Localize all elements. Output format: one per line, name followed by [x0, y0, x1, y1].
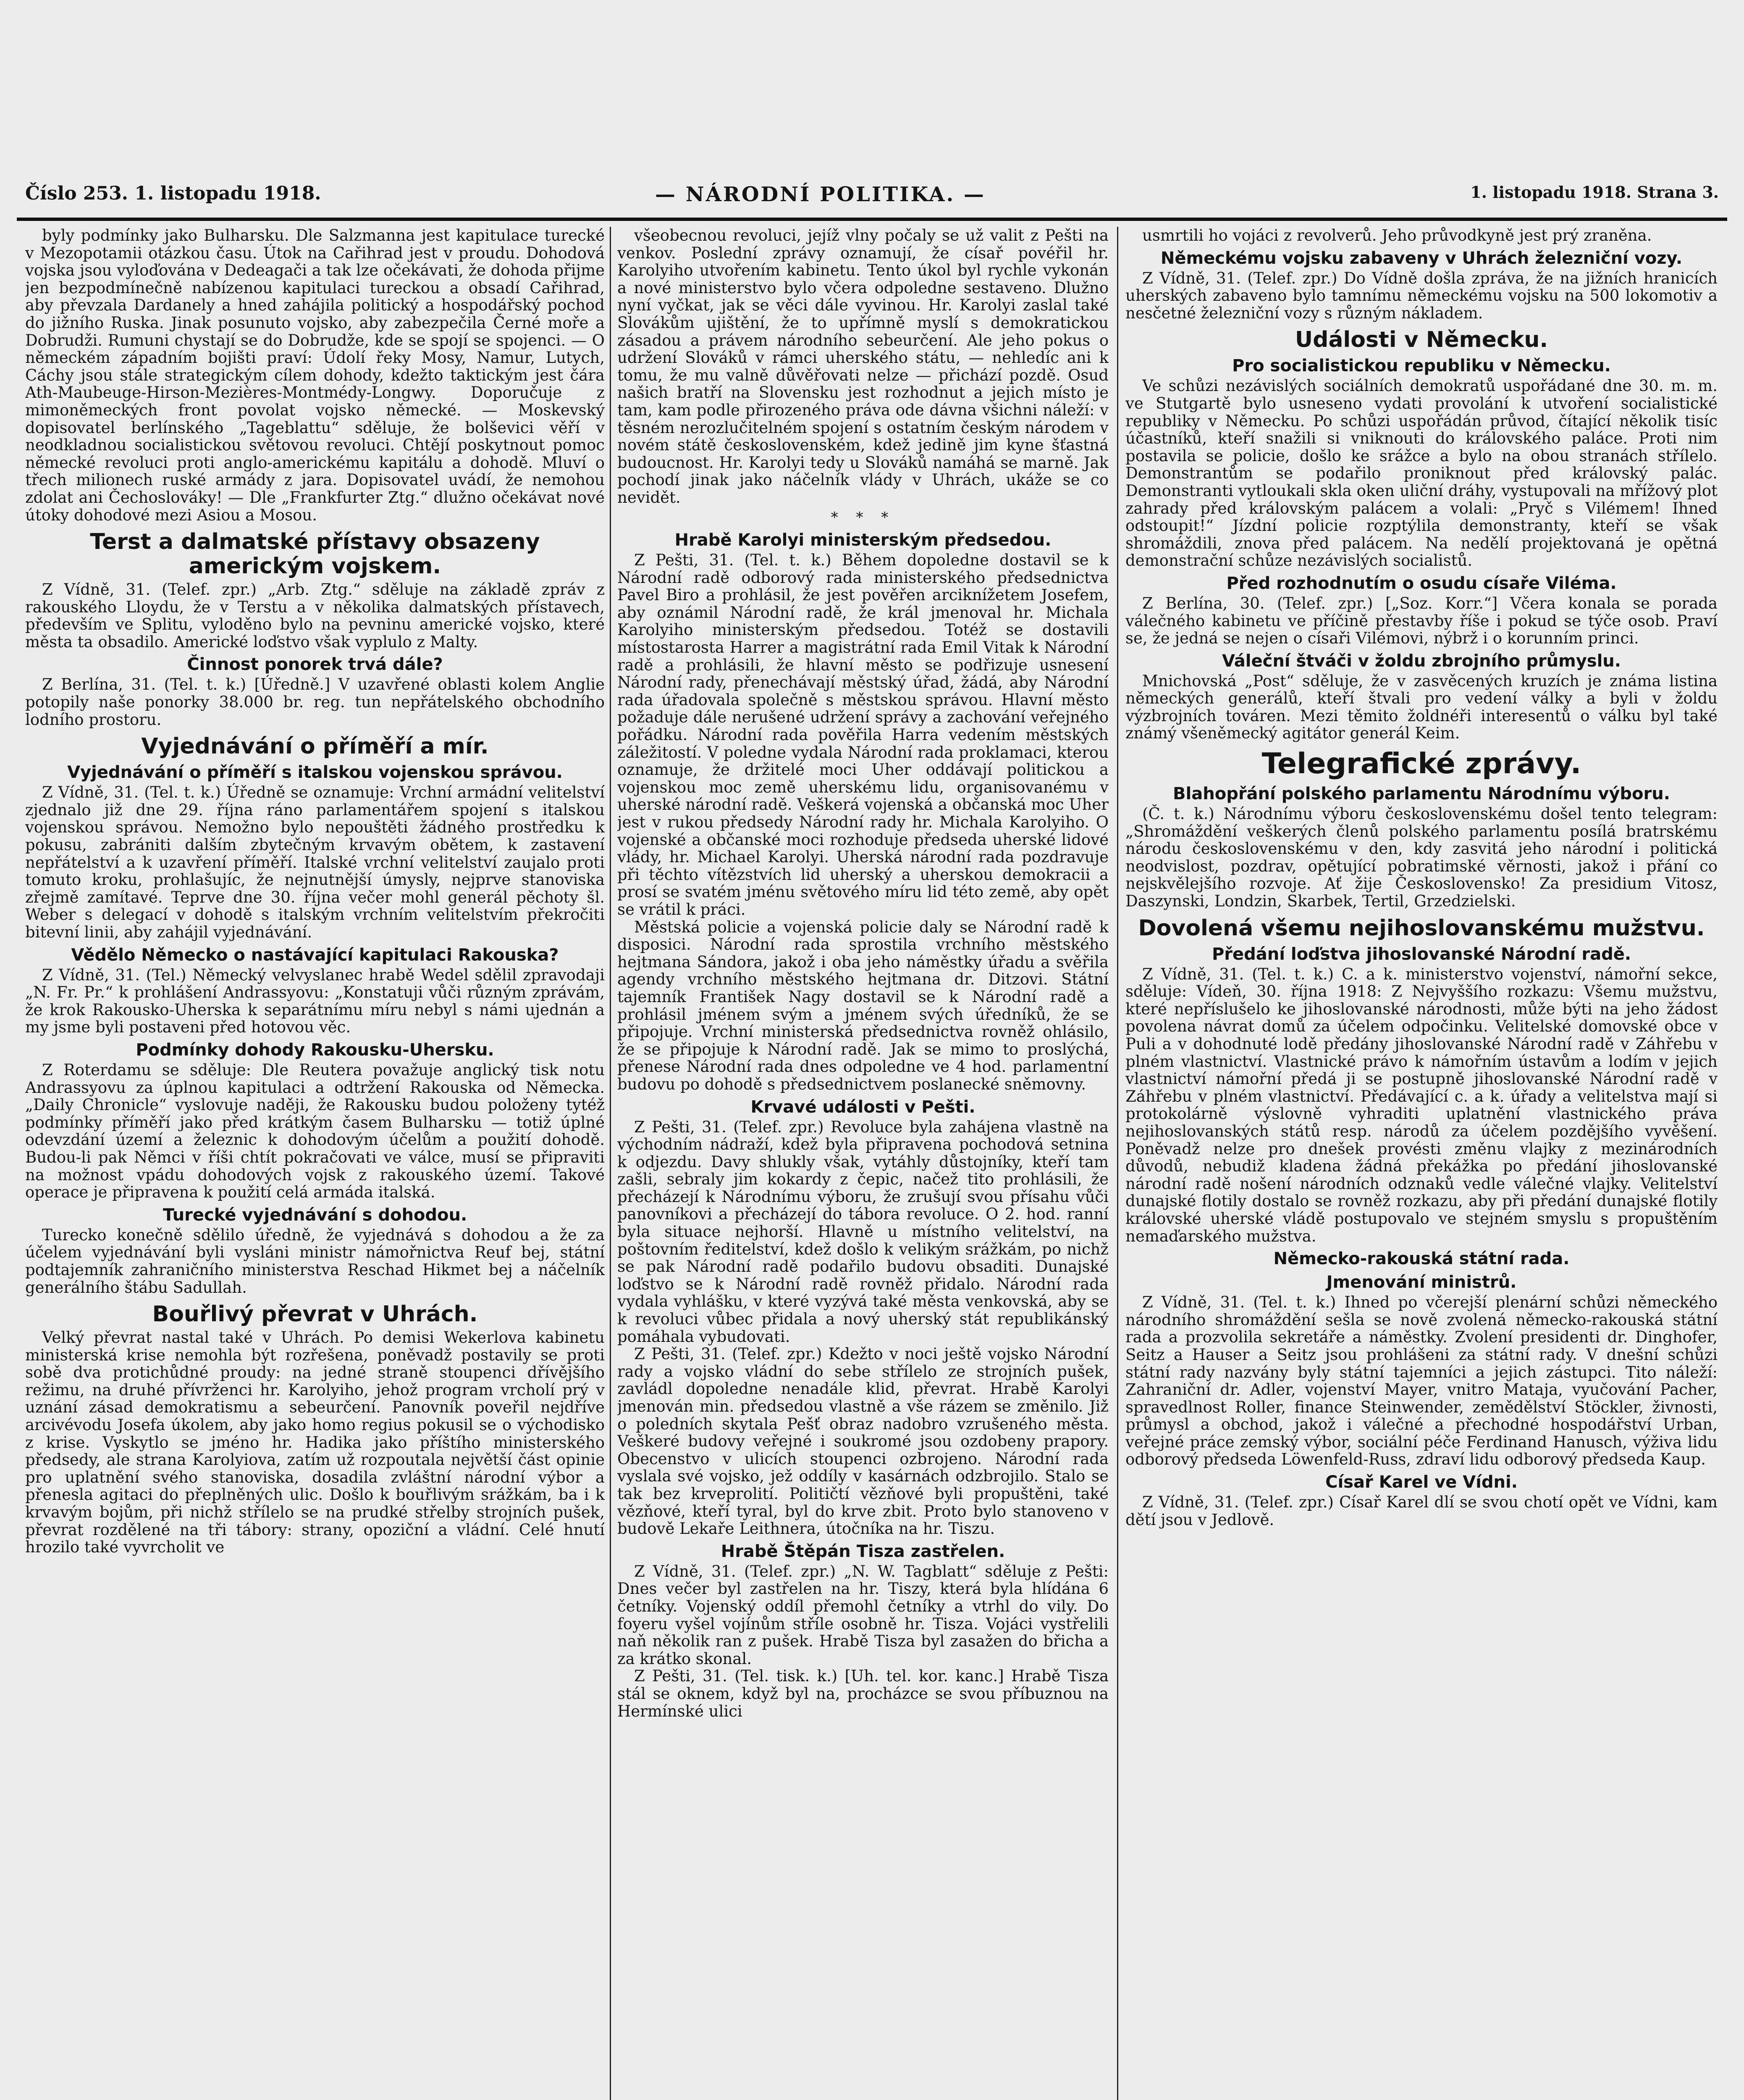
headline: Váleční štváči v žoldu zbrojního průmyslu. — [1222, 651, 1621, 671]
article-text: Z Vídně, 31. (Tel. t. k.) Ihned po včerejší plenární schůzi německého národního shromáždění sešla se nově zvolená německo-rakouská státní rada a prozvolila sekretáře a náměstky. Zvolení presidenti dr. Dinghofer, Seitz a Hauser a Seitz jsou prohlášeni za státní rady. V dnešní schůzi státní rady nazvány byly státní tajemníci a jejich zástupci. Tito náleží: Zahraniční dr. Adler, vojenství Mayer, vnitro Mataja, vyučování Pacher, spravedlnost Roller, finance Steinwender, zemědělství Stöckler, živnosti, průmysl a obchod, jakož i válečné a přechodné hospodářství Urban, veřejné práce zemský výbor, sociální péče Ferdinand Hanusch, výživa lidu odborový předseda Löwenfeld-Russ, zdraví lidu odborový předseda Kaup. — [1125, 1293, 1718, 1469]
article-text: Městská policie a vojenská policie daly se Národní radě k disposici. Národní rada sprostila vrchního městského hejtmana Sándora, jakož i oba jeho náměstky úřadu a svěřila agendy vrchního městského hejtmana dr. Ditzovi. Státní tajemník František Nagy dostavil se k Národní radě a prohlásil jménem svým a jménem svých úředníků, že se připojuje. Vrchní ministerská předsednictva rovněž ohlásilo, že se připojuje k Národní radě. Jak se mimo to proslýchá, přenese Národní rada dnes odpoledne ve 4 hod. parlamentní budovu po dohodě s předsednictvem poslanecké sněmovny. — [617, 918, 1109, 1093]
headline: Německo-rakouská státní rada. — [1273, 1249, 1570, 1269]
article-text: Ve schůzi nezávislých sociálních demokratů uspořádané dne 30. m. m. ve Stutgartě bylo usneseno vydati provolání k utvoření socialistické republiky v Německu. Po schůzi uspořádán průvod, čítající několik tisíc účastníků, kteří snažili si vniknouti do královského paláce. Proti nim postavila se policie, došlo ke srážce a bylo na obou stranách střílelo. Demonstrantům se podařilo proniknout před královský palác. Demonstranti vytloukali skla oken uliční dráhy, vystupovali na mřížový plot zahrady před královským palácem a volali: „Pryč s Vilémem! Ihned odstoupit!“ Jízdní policie rozptýlila demonstranty, kteří se však shromáždili, znova před palácem. Na nedělí projektovaná je opětná demonstrační schůze nezávislých socialistů. — [1125, 377, 1718, 570]
section-headline: Vyjednávání o příměří a mír. — [141, 734, 489, 759]
column-2 — [617, 227, 1109, 2100]
headline: Blahopřání polského parlamentu Národnímu výboru. — [1173, 784, 1670, 804]
column-1 — [25, 227, 605, 2100]
article-text: usmrtili ho vojáci z revolverů. Jeho průvodkyně jest prý zraněna. — [1142, 227, 1652, 244]
section-headline: Události v Německu. — [1295, 327, 1548, 353]
headline: Krvavé události v Pešti. — [750, 1097, 976, 1117]
article-text: byly podmínky jako Bulharsku. Dle Salzmanna jest kapitulace turecké v Mezopotamii otázkou času. Útok na Cařihrad jest v proudu. Dohodová vojska jsou vyloďována v Dedeagači a tak lze očekávati, že dohoda přijme jen bezpodmínečně nabízenou kapitulaci tureckou a obsadí Cařihrad, aby převzala Dardanely a hned zahájila politický a hospodářský pochod do jižního Ruska. Jinak posunuto vojsko, aby zabezpečila Černé moře a Dobrudži. Rumuni chystají se do Dobrudže, kde se spojí se spojenci. — O německém západním bojišti praví: Údolí řeky Mosy, Namur, Lutych, Cáchy jsou stále strategickým cílem dohody, kdežto taktickým jest čára Ath-Maubeuge-Hirson-Mezières-Montmédy-Longwy. Doporučuje z mimoněmeckých front povolat vojsko německé. — Moskevský dopisovatel berlínského „Tageblattu“ sděluje, že bolševici věří v neodkladnou socialistickou světovou revoluci. Chtějí poskytnout pomoc německé revoluci proti anglo-americkému kapitálu a dohodě. Mluví o třech milionech ruské armády z jara. Dopisovatel uvádí, že nemohou zdolat ani Čechoslováky! — Dle „Frankfurter Ztg.“ dlužno očekávat nové útoky dohodové mezi Asiou a Mosou. — [25, 227, 605, 524]
article-text: Z Vídně, 31. (Tel.) Německý velvyslanec hrabě Wedel sdělil zpravodaji „N. Fr. Pr.“ k prohlášení Andrassyovu: „Konstatuji vůči různým zprávám, že krok Rakousko-Uherska k separátnímu míru nebyl s námi ujednán a my jsme byli postaveni před hotovou věc. — [25, 966, 605, 1037]
subheadline: Předání loďstva jihoslovanské Národní radě. — [1212, 944, 1631, 964]
section-headline: Bouřlivý převrat v Uhrách. — [152, 1302, 478, 1327]
issue-number: Číslo 253. 1. listopadu 1918. — [25, 183, 321, 204]
article-text: Z Vídně, 31. (Telef. zpr.) „N. W. Tagblatt“ sděluje z Pešti: Dnes večer byl zastřelen na hr. Tiszy, která byla hlídána 6 četníky. Vojenský oddíl přemohl četníky a vtrhl do vily. Do foyeru vyšel vojínům stříle osobně hr. Tisza. Vojáci vystřelili naň několik ran z pušek. Hrabě Tisza byl zasažen do břicha a za krátko skonal. — [617, 1562, 1109, 1668]
article-text: Z Roterdamu se sděluje: Dle Reutera považuje anglický tisk notu Andrassyovu za úplnou kapitulaci a odtržení Rakouska od Německa. „Daily Chronicle“ vyslovuje naději, že Rakousku budou položeny tytéž podmínky příměří jako před krátkým časem Bulharsku — totiž úplné odevzdání území a železnic k dohodovým účelům a použití dohodě. Budou-li pak Němci v říši chtít pokračovati ve válce, musí se připraviti na možnost vpádu dohodových vojsk z rakouského území. Takové operace je připravena k použití celá armáda italská. — [25, 1060, 605, 1202]
headline: Vyjednávání o příměří s italskou vojenskou správou. — [67, 763, 563, 782]
subheadline: Jmenování ministrů. — [1326, 1273, 1517, 1292]
separator-stars: * * * — [831, 509, 895, 526]
page-header — [0, 170, 1744, 216]
headline: Pro socialistickou republiku v Německu. — [1232, 356, 1611, 376]
column-3 — [1125, 227, 1718, 2100]
article-text: Z Vídně, 31. (Telef. zpr.) „Arb. Ztg.“ sděluje na základě zpráv z rakouského Lloydu, že v Terstu a v několika dalmatských přístavech, především ve Splitu, vyloděno bylo na pevninu americké vojsko, které města ta obsadilo. Americké loďstvo však vyplulo z Malty. — [25, 580, 605, 651]
article-text: Velký převrat nastal také v Uhrách. Po demisi Wekerlova kabinetu ministerská krise nemohla být rozřešena, poněvadž postavily se proti sobě dva protichůdné proudy: na jedné straně stoupenci dřívějšího režimu, na druhé přívrženci hr. Karolyiho, jehož program vrcholí prý v uznání zásad demokratismu a sebeurčení. Panovník poveřil nejdříve arcivévodu Josefa úkolem, aby jako homo regius pokusil se o východisko z krise. Vyskytlo se jméno hr. Hadika jako příštího ministerského předsedy, ale strana Karolyiova, zatím už rozpoutala největší část opinie pro uplatnění svého stanoviska, dosadila zvláštní národní výbor a přenesla agitaci do přeplněných ulic. Došlo k bouřlivým srážkám, ba i k krvavým bojům, při nichž střílelo se na prudké střelby strojních pušek, převrat rozdělené na tři tábory: strany, opoziční a vládní. Celé hnutí hrozilo také vyvrcholit ve — [25, 1328, 605, 1557]
column-divider — [610, 227, 611, 2100]
article-text: Z Vídně, 31. (Tel. t. k.) C. a k. ministerstvo vojenství, námořní sekce, sděluje: Vídeň, 30. října 1918: Z Nejvyššího rozkazu: Všemu mužstvu, které nepříslušelo ke jihoslovanské národnosti, může býti na jeho žádost povolena návrat domů za účelem odpočinku. Velitelské domovské obce v Puli a v dohodnuté lodě předány jihoslovanské Národní radě v Záhřebu v plném vlastnictví. Vlastnické právo k námořním ústavům a lodím v jejich vlastnictví námořní předá ji se postupně jihoslovanské Národní radě v Záhřebu v plném vlastnictví. Předávající c. a k. úřady a velitelstva mají si protokolárně výslovně vyhraditi uplatnění vlastnického práva nejihoslovanských států resp. národů za účelem pozdějšího vyvěšení. Poněvadž nelze pro dnešek provésti změnu vlajky z mezinárodních důvodů, nebudiž kladena žádná překážka po předání jihoslovanské národní radě nošení národních odznaků vedle válečné vlajky. Velitelství dunajské flotily dostalo se rovněž rozkazu, aby při předání dunajské flotily královské uherské vládě postupovalo ve stejném smyslu s propuštěním nemaďarského mužstva. — [1125, 965, 1718, 1245]
header-right: 1. listopadu 1918. Strana 3. — [1470, 183, 1719, 202]
headline: Hrabě Karolyi ministerským předsedou. — [674, 530, 1052, 550]
headline: Císař Karel ve Vídni. — [1325, 1473, 1518, 1492]
article-text: Z Pešti, 31. (Tel. tisk. k.) [Uh. tel. kor. kanc.] Hrabě Tisza stál se oknem, když byl na, procházce se svou příbuznou na Hermínské ulici — [617, 1667, 1109, 1720]
article-text: Z Berlína, 30. (Telef. zpr.) [„Soz. Korr.“] Včera konala se porada válečného kabinetu ve příčině přestavby říše i pokud se týče osob. Praví se, že jedná se nejen o císaři Vilémovi, nýbrž i o korunním princi. — [1125, 594, 1718, 648]
article-text: Turecko konečně sdělilo úředně, že vyjednává s dohodou a že za účelem vyjednávání byli vysláni ministr námořnictva Reuf bej, státní podtajemník zahraničního ministerstva Reschad Hikmet bej a náčelník generálního štábu Sadullah. — [25, 1226, 605, 1297]
headline: Hrabě Štěpán Tisza zastřelen. — [721, 1541, 1005, 1561]
section-headline: Telegrafické zprávy. — [1261, 747, 1581, 781]
article-text: Z Pešti, 31. (Tel. t. k.) Během dopoledne dostavil se k Národní radě odborový rada ministerského předsednictva Pavel Biro a prohlásil, že jest pověřen arciknížetem Josefem, aby oznámil Národní radě, že král jmenoval hr. Michala Karolyiho ministerským předsedou. Totéž se dostavili místostarosta Harrer a magistrátní rada Emil Vitak k Národní radě a prohlásili, že hlavní město se podřizuje usnesení Národní rady, přenechávají městský úřad, žádá, aby Národní rada úřadovala společně s městskou správou. Hlavní město požaduje dále nerušené udržení správy a zachování veřejného pořádku. Národní rada pověřila Harra vedením městských záležitostí. V poledne vydala Národní rada proklamaci, kterou oznamuje, že držitelé moci Uher oddávají politickou a vojenskou moc země uherskému lidu, organisovanému v uherské národní radě. Veškerá vojenská a občanská moc Uher jest v rukou předsedy Národní rady hr. Michala Karolyiho. O vojenské a občanské moci rozhoduje předseda uherské lidové vlády, hr. Michael Karolyi. Uherská národní rada pozdravuje při těchto vítězstvích lid uherský a uherskou demokracii a prosí se svatém jménu světového míru lid této země, aby opět se vrátil k práci. — [617, 551, 1109, 919]
article-text: (Č. t. k.) Národnímu výboru československému došel tento telegram: „Shromáždění veškerých členů polského parlamentu posílá bratrskému národu československému v den, kdy zasvitá jeho národní i politická neodvislost, pozdrav, opětující pobratimské věrnosti, jakož i přání co nejskvělejšího rozvoje. Ať žije Československo! Za presidium Vitosz, Daszynski, Londzin, Skarbek, Tertil, Grzedzielski. — [1125, 805, 1718, 911]
headline: Činnost ponorek trvá dále? — [187, 655, 443, 675]
headline: Turecké vyjednávání s dohodou. — [163, 1205, 467, 1225]
article-text: Z Pešti, 31. (Telef. zpr.) Revoluce byla zahájena vlastně na východním nádraží, kdež byla připravena pochodová setnina k odjezdu. Davy shlukly však, vytáhly důstojníky, kteří tam zašli, sebraly jim kokardy z čepic, načež tito prohlásili, že přecházejí k Národnímu výboru, že zrušují svou přísahu vůči panovníkovi a přecházejí do tábora revoluce. O 2. hod. ranní byla situace nejhorší. Hlavně u místního velitelství, na poštovním ředitelství, kdež došlo k velikým srážkám, po nichž se pak Národní radě podařilo budovu obsaditi. Dunajské loďstvo se k Národní radě rovněž přidalo. Národní rada vydala vyhlášku, v které vyzývá také města venkovská, aby se k revoluci vůbec přidala a nový uherský stát republikánský pomáhala vybudovati. — [617, 1118, 1109, 1346]
headline: Podmínky dohody Rakousku-Uhersku. — [136, 1040, 494, 1060]
article-text: Z Vídně, 31. (Tel. t. k.) Úředně se oznamuje: Vrchní armádní velitelství zjednalo již dne 29. října ráno parlamentářem spojení s italskou vojenskou správou. Nemožno bylo nepouštěti žádného prostředku k pokusu, zabrániti dalším zbytečným krvavým obětem, k zastavení nepřátelství a k uzavření příměří. Italské vrchní velitelství zaujalo proti tomuto kroku, prohlašujíc, že nejnutnější úmysly, nejprve stanoviska zřejmě zamítavé. Teprve dne 30. října večer mohl generál pěchoty šl. Weber s delegací v dohodě s italským vrchním velitelstvím překročiti bitevní linii, aby zahájil vyjednávání. — [25, 783, 605, 941]
masthead-title: — NÁRODNÍ POLITIKA. — — [655, 183, 986, 206]
article-text: Z Vídně, 31. (Telef. zpr.) Císař Karel dlí se svou chotí opět ve Vídni, kam dětí jsou v Jedlově. — [1125, 1493, 1718, 1529]
article-text: Mnichovská „Post“ sděluje, že v zasvěcených kruzích je známa listina německých generálů, kteří štvali pro vedení války a byli v žoldu výzbrojních továren. Mezi těmito žoldnéři interesentů o válku byl také známý všeněmecký agitátor generál Keim. — [1125, 672, 1718, 743]
article-text: Z Vídně, 31. (Telef. zpr.) Do Vídně došla zpráva, že na jižních hranicích uherských zabaveno bylo tamnímu německému vojsku na 500 lokomotiv a nesčetné železniční vozy s různým nákladem. — [1125, 269, 1718, 322]
headline: Vědělo Německo o nastávající kapitulaci Rakouska? — [71, 945, 559, 965]
section-headline: Dovolená všemu nejihoslovanskému mužstvu. — [1138, 915, 1705, 941]
article-text: Z Berlína, 31. (Tel. t. k.) [Úředně.] V uzavřené oblasti kolem Anglie potopily naše ponorky 38.000 br. reg. tun nepřátelského obchodního lodního prostoru. — [25, 675, 605, 729]
headline: Německému vojsku zabaveny v Uhrách železniční vozy. — [1160, 248, 1683, 268]
header-rule — [17, 218, 1727, 221]
headline: Terst a dalmatské přístavy obsazeny americkým vojskem. — [90, 529, 540, 579]
article-text: všeobecnou revoluci, jejíž vlny počaly se už valit z Pešti na venkov. Poslední zprávy oznamují, že císař povéřil hr. Karolyiho utvořením kabinetu. Tento úkol byl rychle vykonán a nové ministerstvo bylo včera odpoledne sestaveno. Dlužno nyní vyčkat, jak se věci dále vyvinou. Hr. Karolyi zaslal také Slovákům ujištění, že to upřímně myslí s demokratickou zásadou a právem národního sebeurčení. Ale jeho pokus o udržení Slováků v rámci uherského státu, — nehledíc ani k tomu, že mu valně důvěřovati nelze — přichází pozdě. Osud našich bratří na Slovensku jest rozhodnut a jejich místo je tam, kam podle přirozeného práva ode dávna všichni náleží: v těsném nerozlučitelném spojení s ostatním českým národem v novém státě československém, kdež jedině jim kyne šťastná budoucnost. Hr. Karolyi tedy u Slováků namáhá se marně. Jak pochodí jinak jako náčelník vlády v Uhrách, ukáže se co nevidět. — [617, 227, 1109, 507]
headline: Před rozhodnutím o osudu císaře Viléma. — [1226, 573, 1617, 593]
article-text: Z Pešti, 31. (Telef. zpr.) Kdežto v noci ještě vojsko Národní rady a vojsko vládní do sebe střílelo ze strojních pušek, zavládl dopoledne nenadále klid, převrat. Hrabě Karolyi jmenován min. předsedou vlastně a vše rázem se změnilo. Již o poledních skytala Pešť obraz nadobro vzrušeného města. Veškeré budovy veřejné i soukromé jsou ozdobeny prapory. Obecenstvo v ulicích stoupenci ozbrojeno. Národní rada vyslala své vojsko, jež oddíly v kasárnách odzbrojilo. Stalo se tak bez krveprolití. Političtí vězňové byli propuštěni, také vězňové, kteří tyral, byl do krve zbit. Proto bylo stanoveno v budově Lekaře Leithnera, útočníka na hr. Tiszu. — [617, 1345, 1109, 1538]
column-divider — [1117, 227, 1118, 2100]
